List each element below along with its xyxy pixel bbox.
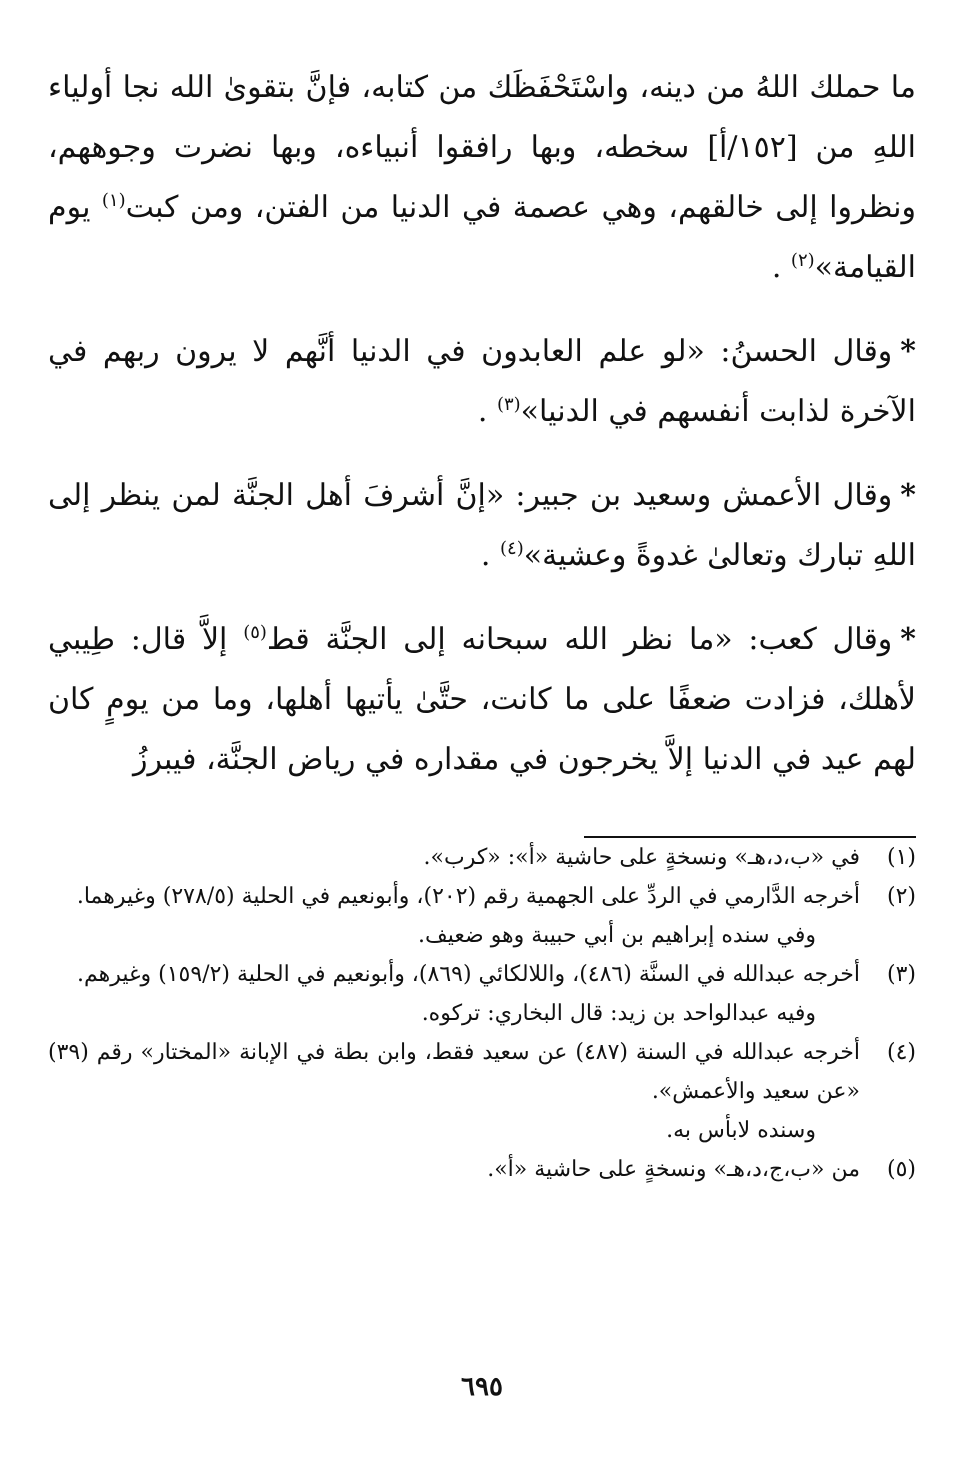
footnote [48, 1150, 916, 1189]
paragraph-end: . [477, 394, 497, 429]
paragraph-text: إلاَّ قال: طِيبي لأهلك، فزادت ضعفًا على ما كانت، حتَّىٰ يأتيها أهلها، وما من يومٍ كان لهم عيد في الدنيا إلاَّ يخرجون في مقداره في رياض الجنَّة، فيبرزُ [48, 622, 916, 777]
footnote-number: (١) [886, 845, 916, 870]
footnote-text: أخرجه الدَّارمي في الردِّ على الجهمية رقم (٢٠٢)، وأبونعيم في الحلية (٢٧٨/٥) وغيرهما. [76, 884, 860, 909]
paragraph [48, 610, 916, 790]
footnote [48, 1033, 916, 1111]
footnote-text: في «ب،د،هـ» ونسخةٍ على حاشية «أ»: «كرب». [423, 845, 860, 870]
paragraph-end: . [771, 250, 791, 285]
footnote-marker: (٤) [499, 538, 524, 559]
paragraph-text: وقال الحسنُ: «لو علم العابدون في الدنيا أنَّهم لا يرون ربهم في الآخرة لذابت أنفسهم في الدنيا» [48, 334, 916, 429]
paragraph-text: وقال كعب: «ما نظر الله سبحانه إلى الجنَّة قط [266, 622, 893, 657]
footnote-text: أخرجه عبدالله في السنَّة (٤٨٦)، واللالكائي (٨٦٩)، وأبونعيم في الحلية (١٥٩/٢) وغيرهم. [77, 962, 860, 987]
footnote-marker: (٣) [496, 394, 521, 415]
paragraph [48, 58, 916, 298]
footnote [48, 955, 916, 994]
footnote-text: أخرجه عبدالله في السنة (٤٨٧) عن سعيد فقط، وابن بطة في الإبانة «المختار» رقم (٣٩) «عن سعيد والأعمش». [48, 1040, 860, 1104]
footnote [48, 838, 916, 877]
footnote-comment: وفيه عبدالواحد بن زيد: قال البخاري: تركوه. [421, 1001, 816, 1026]
paragraph-end: . [480, 538, 500, 573]
footnote-number: (٢) [886, 884, 916, 909]
footnote-marker: (١) [101, 190, 126, 211]
footnote-comment: وسنده لابأس به. [666, 1118, 816, 1143]
paragraph-text: ما حملك اللهُ من دينه، واسْتَحْفَظَك من كتابه، فإنَّ بتقوىٰ الله نجا أولياء اللهِ من [١٥٢/أ] سخطه، وبها رافقوا أنبياءه، وبها نضرت وجوههم، ونظروا إلى خالقهم، وهي عصمة في الدنيا من الفتن، ومن كبت [48, 70, 916, 225]
footnote-text: من «ب،ج،د،هـ» ونسخةٍ على حاشية «أ». [487, 1157, 860, 1182]
asterisk-bullet-icon: * [900, 622, 916, 657]
footnote-marker: (٢) [790, 250, 815, 271]
footnote [48, 877, 916, 916]
footnote-number: (٥) [886, 1157, 916, 1182]
paragraph [48, 466, 916, 586]
page-number: ٦٩٥ [461, 1372, 503, 1402]
footnote-comment: وفي سنده إبراهيم بن أبي حبيبة وهو ضعيف. [418, 923, 816, 948]
main-text [48, 58, 916, 790]
footnotes [48, 838, 916, 1189]
asterisk-bullet-icon: * [900, 334, 916, 369]
paragraph-text: وقال الأعمش وسعيد بن جبير: «إنَّ أشرفَ أهل الجنَّة لمن ينظر إلى اللهِ تبارك وتعالىٰ غدوةً وعشية» [48, 478, 916, 573]
footnote-number: (٣) [886, 962, 916, 987]
paragraph-text: يوم القيامة» [48, 190, 916, 285]
footnote-number: (٤) [886, 1040, 916, 1065]
footnote-marker: (٥) [243, 622, 267, 643]
asterisk-bullet-icon: * [900, 478, 916, 513]
paragraph [48, 322, 916, 442]
